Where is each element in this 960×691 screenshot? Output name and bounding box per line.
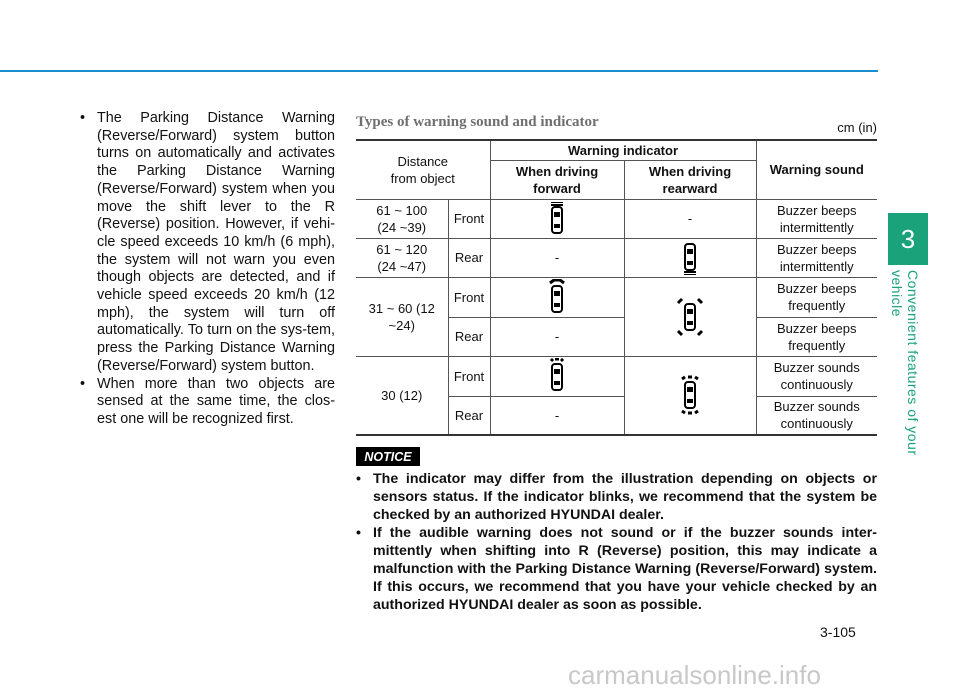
distance-cell: 61 ~ 120 (24 ~47) [356,238,448,277]
left-column [80,110,335,429]
car-all-3-icon [677,375,703,415]
car-front-1-icon [550,202,564,236]
sound-cell: Buzzer beeps frequently [756,317,877,356]
sound-cell: Buzzer sounds continuously [756,396,877,435]
forward-indicator-cell: - [490,238,624,277]
header-distance: Distance from object [356,140,490,199]
bullet-icon: • [80,375,86,392]
list-item: • The indicator may differ from the illustration depending on objects or sensors status. If the indicator blinks, we recommend that the system be checked by an authorized HYUNDAI dealer. [356,471,877,523]
bullet-icon: • [356,525,361,541]
forward-indicator-cell [490,199,624,238]
rearward-indicator-cell: - [624,199,756,238]
car-front-2-icon [548,279,566,315]
bullet-icon: • [356,471,361,487]
sound-cell: Buzzer beeps intermittently [756,238,877,277]
chapter-title: Convenient features of your vehicle [889,270,921,456]
page-number: 3-105 [820,624,856,640]
notice-list [356,470,877,614]
list-item: • If the audible warning does not sound or if the buzzer sounds inter-mittently when shifting into R (Reverse) position, this may indicate a malfunction with the Parking Distance Warning (Reverse/Forward) system. If this occurs, we recommend that you have your vehicle checked by an authorized HYUNDAI dealer as soon as possible. [356,525,877,613]
forward-indicator-cell: - [490,396,624,435]
side-cell: Front [448,199,490,238]
side-cell: Front [448,277,490,317]
car-all-2-icon [675,297,705,337]
rearward-indicator-cell [624,277,756,356]
distance-cell: 30 (12) [356,356,448,435]
header-rule [0,70,878,72]
chapter-tab [888,213,928,265]
list-item: • When more than two objects are sensed at the same time, the clos-est one will be recognized first. [80,375,335,427]
rearward-indicator-cell [624,238,756,277]
forward-indicator-cell [490,356,624,396]
rearward-indicator-cell [624,356,756,435]
side-cell: Rear [448,238,490,277]
section-heading: Types of warning sound and indicator [356,114,599,130]
header-when-forward: When driving forward [490,160,624,199]
warning-table [356,139,877,436]
units-label: cm (in) [837,120,877,135]
side-cell: Rear [448,317,490,356]
side-cell: Rear [448,396,490,435]
forward-indicator-cell: - [490,317,624,356]
chapter-number: 3 [900,223,916,254]
distance-cell: 31 ~ 60 (12 ~24) [356,277,448,356]
sound-cell: Buzzer beeps intermittently [756,199,877,238]
distance-cell: 61 ~ 100 (24 ~39) [356,199,448,238]
header-warning-sound: Warning sound [756,140,877,199]
list-item: • The Parking Distance Warning (Reverse/Forward) system button turns on automatically and activates the Parking Distance Warning (Reverse/Forward) system when you move the shift lever to the R (Reverse) position. However, if vehi-cle speed exceeds 10 km/h (6 mph), the system will not warn you even though objects are detected, and if vehicle speed exceeds 20 km/h (12 mph), the system will turn off automatically. To turn on the sys-tem, press the Parking Distance Warning (Reverse/Forward) system button. [80,110,335,374]
header-when-rearward: When driving rearward [624,160,756,199]
sound-cell: Buzzer beeps frequently [756,277,877,317]
car-front-3-icon [548,358,566,394]
bullet-icon: • [80,110,86,126]
car-rear-1-icon [683,241,697,275]
sound-cell: Buzzer sounds continuously [756,356,877,396]
side-cell: Front [448,356,490,396]
header-warning-indicator: Warning indicator [490,140,756,160]
notice-badge: NOTICE [356,447,420,466]
forward-indicator-cell [490,277,624,317]
watermark: carmanualsonline.info [568,660,821,690]
